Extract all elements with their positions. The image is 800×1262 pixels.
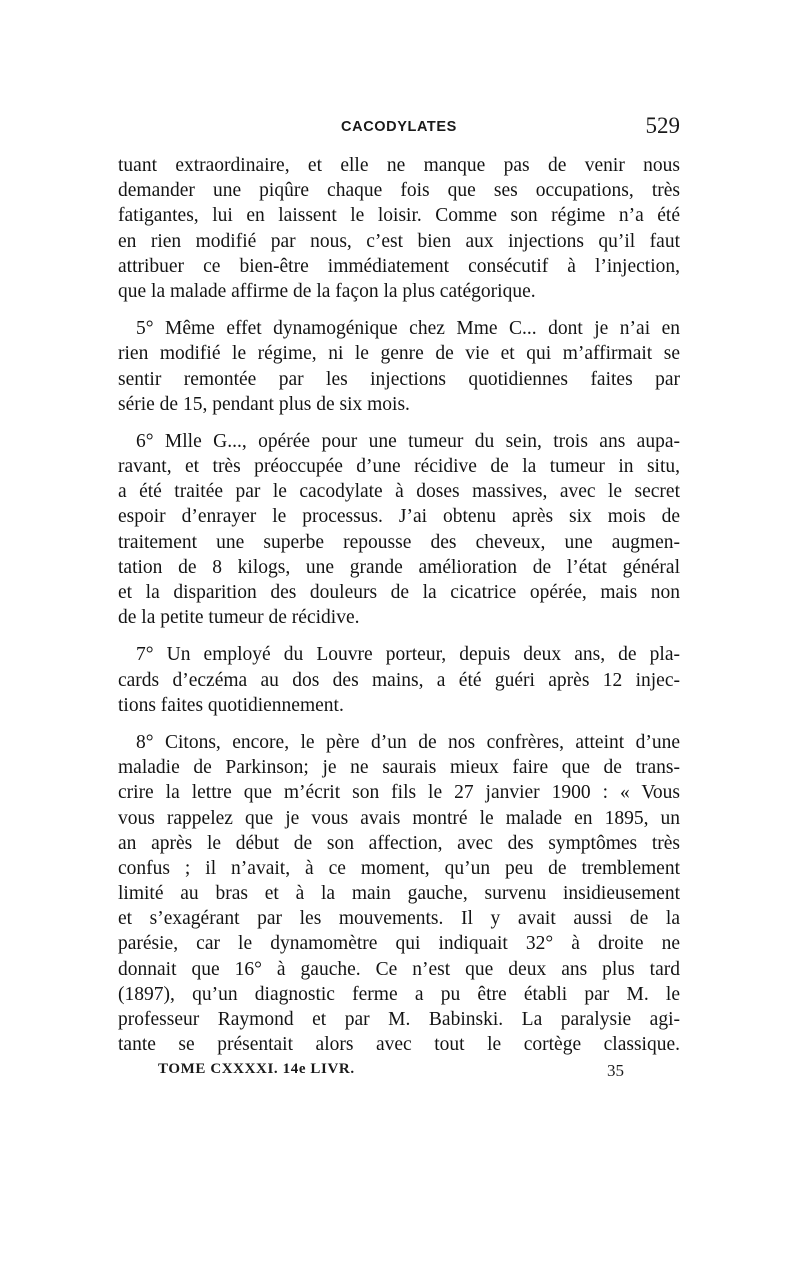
text-line: attribuer ce bien-être immédiatement consécutif à l’injection, (118, 255, 680, 277)
text-line: an après le début de son affection, avec des symptômes très (118, 832, 680, 854)
signature-mark: TOME CXXXXI. 14e LIVR. (158, 1061, 355, 1077)
text-line: sentir remontée par les injections quotidiennes faites par (118, 368, 680, 390)
text-line: professeur Raymond et par M. Babinski. La paralysie agi- (118, 1009, 680, 1030)
text-line: maladie de Parkinson; je ne saurais mieux faire que de trans- (118, 757, 680, 779)
text-line: rien modifié le régime, ni le genre de vie et qui m’affirmait se (118, 343, 680, 365)
text-line: crire la lettre que m’écrit son fils le 27 janvier 1900 : « Vous (118, 782, 680, 804)
text-line: 7° Un employé du Louvre porteur, depuis deux ans, de pla- (136, 644, 680, 666)
text-line: de la petite tumeur de récidive. (118, 607, 360, 629)
text-line: ravant, et très préoccupée d’une récidive de la tumeur in situ, (118, 456, 680, 478)
text-line: confus ; il n’avait, à ce moment, qu’un peu de tremblement (118, 857, 680, 879)
text-line: demander une piqûre chaque fois que ses occupations, très (118, 180, 680, 202)
text-line: tation de 8 kilogs, une grande amélioration de l’état général (118, 556, 680, 578)
sheet-number: 35 (607, 1061, 624, 1080)
text-line: espoir d’enrayer le processus. J’ai obtenu après six mois de (118, 506, 680, 528)
paragraph-case-8 (118, 730, 680, 1057)
text-line: cards d’eczéma au dos des mains, a été guéri après 12 injec- (118, 669, 680, 691)
text-line: vous rappelez que je vous avais montré le malade en 1895, un (118, 807, 680, 829)
body-text (118, 153, 680, 1069)
running-title: CACODYLATES (341, 119, 457, 135)
text-line: 5° Même effet dynamogénique chez Mme C... dont je n’ai en (136, 318, 680, 340)
text-line: parésie, car le dynamomètre qui indiquait 32° à droite ne (118, 933, 680, 955)
paragraph-case-5 (118, 316, 680, 417)
text-line: série de 15, pendant plus de six mois. (118, 393, 410, 415)
text-line: tante se présentait alors avec tout le cortège classique. (118, 1034, 680, 1056)
text-line: traitement une superbe repousse des cheveux, une augmen- (118, 531, 680, 553)
text-line: a été traitée par le cacodylate à doses massives, avec le secret (118, 481, 680, 503)
text-line: en rien modifié par nous, c’est bien aux injections qu’il faut (118, 230, 680, 252)
paragraph-continuation (118, 153, 680, 304)
text-line: 8° Citons, encore, le père d’un de nos confrères, atteint d’une (136, 731, 680, 753)
page-number: 529 (645, 113, 680, 138)
text-line: et s’exagérant par les mouvements. Il y avait aussi de la (118, 908, 680, 930)
text-line: que la malade affirme de la façon la plus catégorique. (118, 280, 536, 302)
paragraph-case-6 (118, 429, 680, 631)
text-line: (1897), qu’un diagnostic ferme a pu être établi par M. le (118, 983, 680, 1005)
text-line: 6° Mlle G..., opérée pour une tumeur du sein, trois ans aupa- (136, 430, 680, 452)
text-line: fatigantes, lui en laissent le loisir. Comme son régime n’a été (118, 205, 680, 227)
page-footer (118, 1061, 680, 1087)
text-line: et la disparition des douleurs de la cicatrice opérée, mais non (118, 582, 680, 603)
text-line: tuant extraordinaire, et elle ne manque pas de venir nous (118, 155, 680, 176)
text-line: donnait que 16° à gauche. Ce n’est que deux ans plus tard (118, 958, 680, 980)
text-line: limité au bras et à la main gauche, survenu insidieusement (118, 883, 680, 905)
running-head (118, 113, 680, 143)
paragraph-case-7 (118, 642, 680, 718)
text-line: tions faites quotidiennement. (118, 694, 344, 716)
